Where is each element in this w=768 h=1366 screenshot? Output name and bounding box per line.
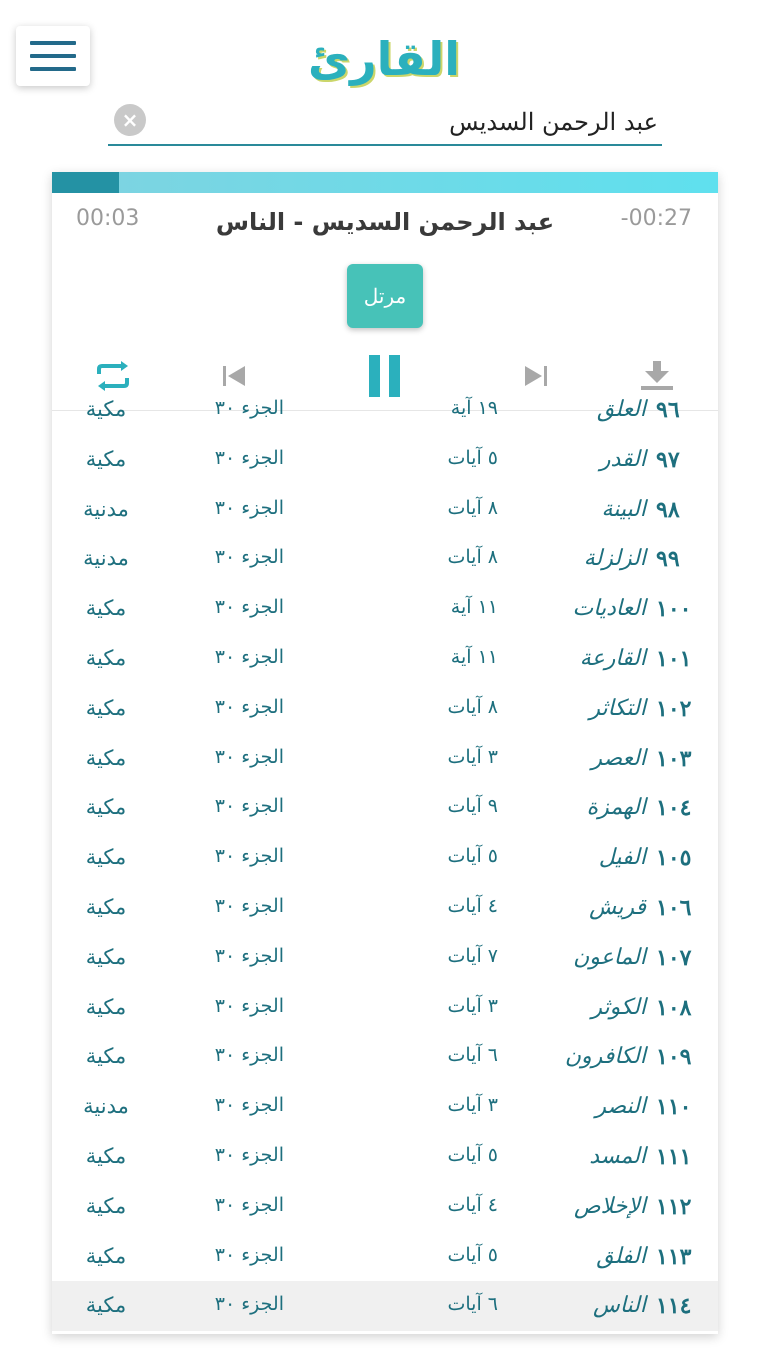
surah-ayat-count: ٥ آيات bbox=[447, 1243, 498, 1266]
surah-number: ٩٦ bbox=[656, 397, 680, 423]
surah-row[interactable] bbox=[52, 1232, 718, 1282]
surah-number: ١١٢ bbox=[656, 1193, 692, 1220]
surah-number: ١١٠ bbox=[656, 1094, 692, 1121]
surah-ayat-count: ١١ آية bbox=[450, 596, 498, 619]
surah-ayat-count: ٣ آيات bbox=[447, 1094, 498, 1117]
surah-row[interactable] bbox=[52, 485, 718, 535]
surah-name: العلق bbox=[596, 397, 646, 422]
surah-juz: الجزء ٣٠ bbox=[214, 894, 284, 917]
surah-row[interactable] bbox=[52, 1032, 718, 1082]
surah-number: ١٠٨ bbox=[656, 994, 692, 1021]
surah-row[interactable] bbox=[52, 734, 718, 784]
surah-revelation-type: مكية bbox=[85, 1193, 127, 1218]
reciter-search-input[interactable] bbox=[178, 102, 658, 142]
surah-row[interactable] bbox=[52, 584, 718, 634]
surah-revelation-type: مكية bbox=[85, 845, 127, 870]
surah-row[interactable] bbox=[52, 883, 718, 933]
surah-row[interactable] bbox=[52, 1132, 718, 1182]
remaining-time: -00:27 bbox=[620, 206, 692, 231]
surah-juz: الجزء ٣٠ bbox=[214, 1094, 284, 1117]
surah-ayat-count: ١١ آية bbox=[450, 645, 498, 668]
surah-number: ١١١ bbox=[656, 1143, 692, 1170]
surah-number: ١٠٣ bbox=[656, 745, 692, 772]
surah-name: الفيل bbox=[598, 845, 646, 871]
skip-next-icon bbox=[523, 365, 549, 387]
surah-number: ١٠٦ bbox=[656, 894, 692, 921]
surah-number: ٩٨ bbox=[656, 496, 680, 523]
recitation-style-button[interactable]: مرتل bbox=[347, 264, 423, 328]
surah-number: ١٠٩ bbox=[656, 1044, 692, 1071]
surah-number: ٩٩ bbox=[656, 546, 680, 573]
surah-ayat-count: ٤ آيات bbox=[447, 1193, 498, 1216]
reciter-search bbox=[108, 100, 662, 146]
surah-name: العاديات bbox=[572, 596, 646, 622]
surah-row[interactable] bbox=[52, 1082, 718, 1132]
surah-revelation-type: مكية bbox=[85, 894, 127, 919]
surah-name: قريش bbox=[589, 894, 646, 920]
surah-revelation-type: مكية bbox=[85, 1293, 127, 1318]
surah-number: ١٠٢ bbox=[656, 695, 692, 722]
surah-number: ١٠٠ bbox=[656, 596, 692, 623]
surah-number: ١١٤ bbox=[656, 1293, 692, 1320]
surah-revelation-type: مكية bbox=[85, 745, 127, 770]
surah-ayat-count: ٥ آيات bbox=[447, 446, 498, 469]
surah-revelation-type: مكية bbox=[85, 1044, 127, 1069]
progress-bar[interactable] bbox=[52, 172, 718, 193]
surah-ayat-count: ٥ آيات bbox=[447, 845, 498, 868]
surah-juz: الجزء ٣٠ bbox=[214, 795, 284, 818]
surah-name: الكافرون bbox=[564, 1044, 646, 1070]
surah-revelation-type: مكية bbox=[85, 596, 127, 621]
surah-ayat-count: ٥ آيات bbox=[447, 1143, 498, 1166]
surah-row[interactable] bbox=[52, 833, 718, 883]
surah-juz: الجزء ٣٠ bbox=[214, 397, 284, 419]
surah-ayat-count: ٦ آيات bbox=[447, 1293, 498, 1316]
surah-row[interactable] bbox=[52, 435, 718, 485]
surah-row[interactable] bbox=[52, 783, 718, 833]
surah-revelation-type: مدنية bbox=[83, 496, 129, 521]
surah-juz: الجزء ٣٠ bbox=[214, 446, 284, 469]
surah-name: القارعة bbox=[579, 645, 646, 671]
surah-juz: الجزء ٣٠ bbox=[214, 1243, 284, 1266]
skip-previous-icon bbox=[221, 365, 247, 387]
surah-ayat-count: ٨ آيات bbox=[447, 695, 498, 718]
surah-revelation-type: مكية bbox=[85, 795, 127, 820]
surah-juz: الجزء ٣٠ bbox=[214, 1193, 284, 1216]
surah-name: التكاثر bbox=[589, 695, 646, 721]
surah-row[interactable] bbox=[52, 1281, 718, 1331]
surah-name: الناس bbox=[592, 1293, 646, 1319]
surah-ayat-count: ٤ آيات bbox=[447, 894, 498, 917]
surah-revelation-type: مكية bbox=[85, 1243, 127, 1268]
surah-revelation-type: مكية bbox=[85, 397, 127, 421]
surah-number: ١١٣ bbox=[656, 1243, 692, 1270]
surah-juz: الجزء ٣٠ bbox=[214, 1143, 284, 1166]
surah-ayat-count: ١٩ آية bbox=[450, 397, 498, 419]
surah-juz: الجزء ٣٠ bbox=[214, 1044, 284, 1067]
surah-juz: الجزء ٣٠ bbox=[214, 944, 284, 967]
surah-revelation-type: مكية bbox=[85, 994, 127, 1019]
surah-juz: الجزء ٣٠ bbox=[214, 1293, 284, 1316]
surah-row[interactable] bbox=[52, 534, 718, 584]
surah-ayat-count: ٨ آيات bbox=[447, 496, 498, 519]
surah-ayat-count: ٨ آيات bbox=[447, 546, 498, 569]
surah-name: العصر bbox=[591, 745, 646, 771]
surah-ayat-count: ٣ آيات bbox=[447, 994, 498, 1017]
surah-name: المسد bbox=[589, 1143, 646, 1169]
surah-row[interactable] bbox=[52, 634, 718, 684]
surah-ayat-count: ٧ آيات bbox=[447, 944, 498, 967]
surah-ayat-count: ٦ آيات bbox=[447, 1044, 498, 1067]
elapsed-time: 00:03 bbox=[76, 206, 140, 231]
surah-juz: الجزء ٣٠ bbox=[214, 695, 284, 718]
surah-name: الماعون bbox=[573, 944, 646, 970]
surah-juz: الجزء ٣٠ bbox=[214, 645, 284, 668]
surah-revelation-type: مكية bbox=[85, 446, 127, 471]
surah-revelation-type: مدنية bbox=[83, 546, 129, 571]
surah-juz: الجزء ٣٠ bbox=[214, 546, 284, 569]
surah-juz: الجزء ٣٠ bbox=[214, 845, 284, 868]
surah-revelation-type: مكية bbox=[85, 944, 127, 969]
surah-name: الهمزة bbox=[586, 795, 646, 821]
surah-row[interactable] bbox=[52, 983, 718, 1033]
player-card bbox=[52, 172, 718, 1334]
surah-revelation-type: مدنية bbox=[83, 1094, 129, 1119]
surah-name: الإخلاص bbox=[574, 1193, 646, 1219]
surah-number: ١٠٧ bbox=[656, 944, 692, 971]
surah-name: الزلزلة bbox=[583, 546, 646, 572]
surah-revelation-type: مكية bbox=[85, 695, 127, 720]
surah-number: ١٠٥ bbox=[656, 845, 692, 872]
surah-list[interactable] bbox=[52, 397, 718, 1334]
surah-juz: الجزء ٣٠ bbox=[214, 496, 284, 519]
surah-juz: الجزء ٣٠ bbox=[214, 994, 284, 1017]
surah-name: الكوثر bbox=[591, 994, 646, 1020]
surah-row[interactable] bbox=[52, 684, 718, 734]
surah-number: ١٠٤ bbox=[656, 795, 692, 822]
surah-ayat-count: ٣ آيات bbox=[447, 745, 498, 768]
surah-name: القدر bbox=[599, 446, 646, 472]
surah-juz: الجزء ٣٠ bbox=[214, 596, 284, 619]
surah-row[interactable] bbox=[52, 933, 718, 983]
surah-row[interactable] bbox=[52, 1182, 718, 1232]
surah-name: النصر bbox=[595, 1094, 646, 1120]
now-playing-title: عبد الرحمن السديس - الناس bbox=[215, 208, 555, 236]
surah-number: ١٠١ bbox=[656, 645, 692, 672]
surah-number: ٩٧ bbox=[656, 446, 680, 473]
surah-juz: الجزء ٣٠ bbox=[214, 745, 284, 768]
surah-revelation-type: مكية bbox=[85, 1143, 127, 1168]
surah-ayat-count: ٩ آيات bbox=[447, 795, 498, 818]
surah-row[interactable] bbox=[52, 385, 718, 435]
surah-name: الفلق bbox=[596, 1243, 646, 1269]
surah-name: البينة bbox=[601, 496, 646, 522]
close-circle-icon[interactable]: × bbox=[114, 104, 146, 136]
surah-revelation-type: مكية bbox=[85, 645, 127, 670]
progress-fill bbox=[52, 172, 119, 193]
app-title: القارئ bbox=[307, 32, 461, 86]
